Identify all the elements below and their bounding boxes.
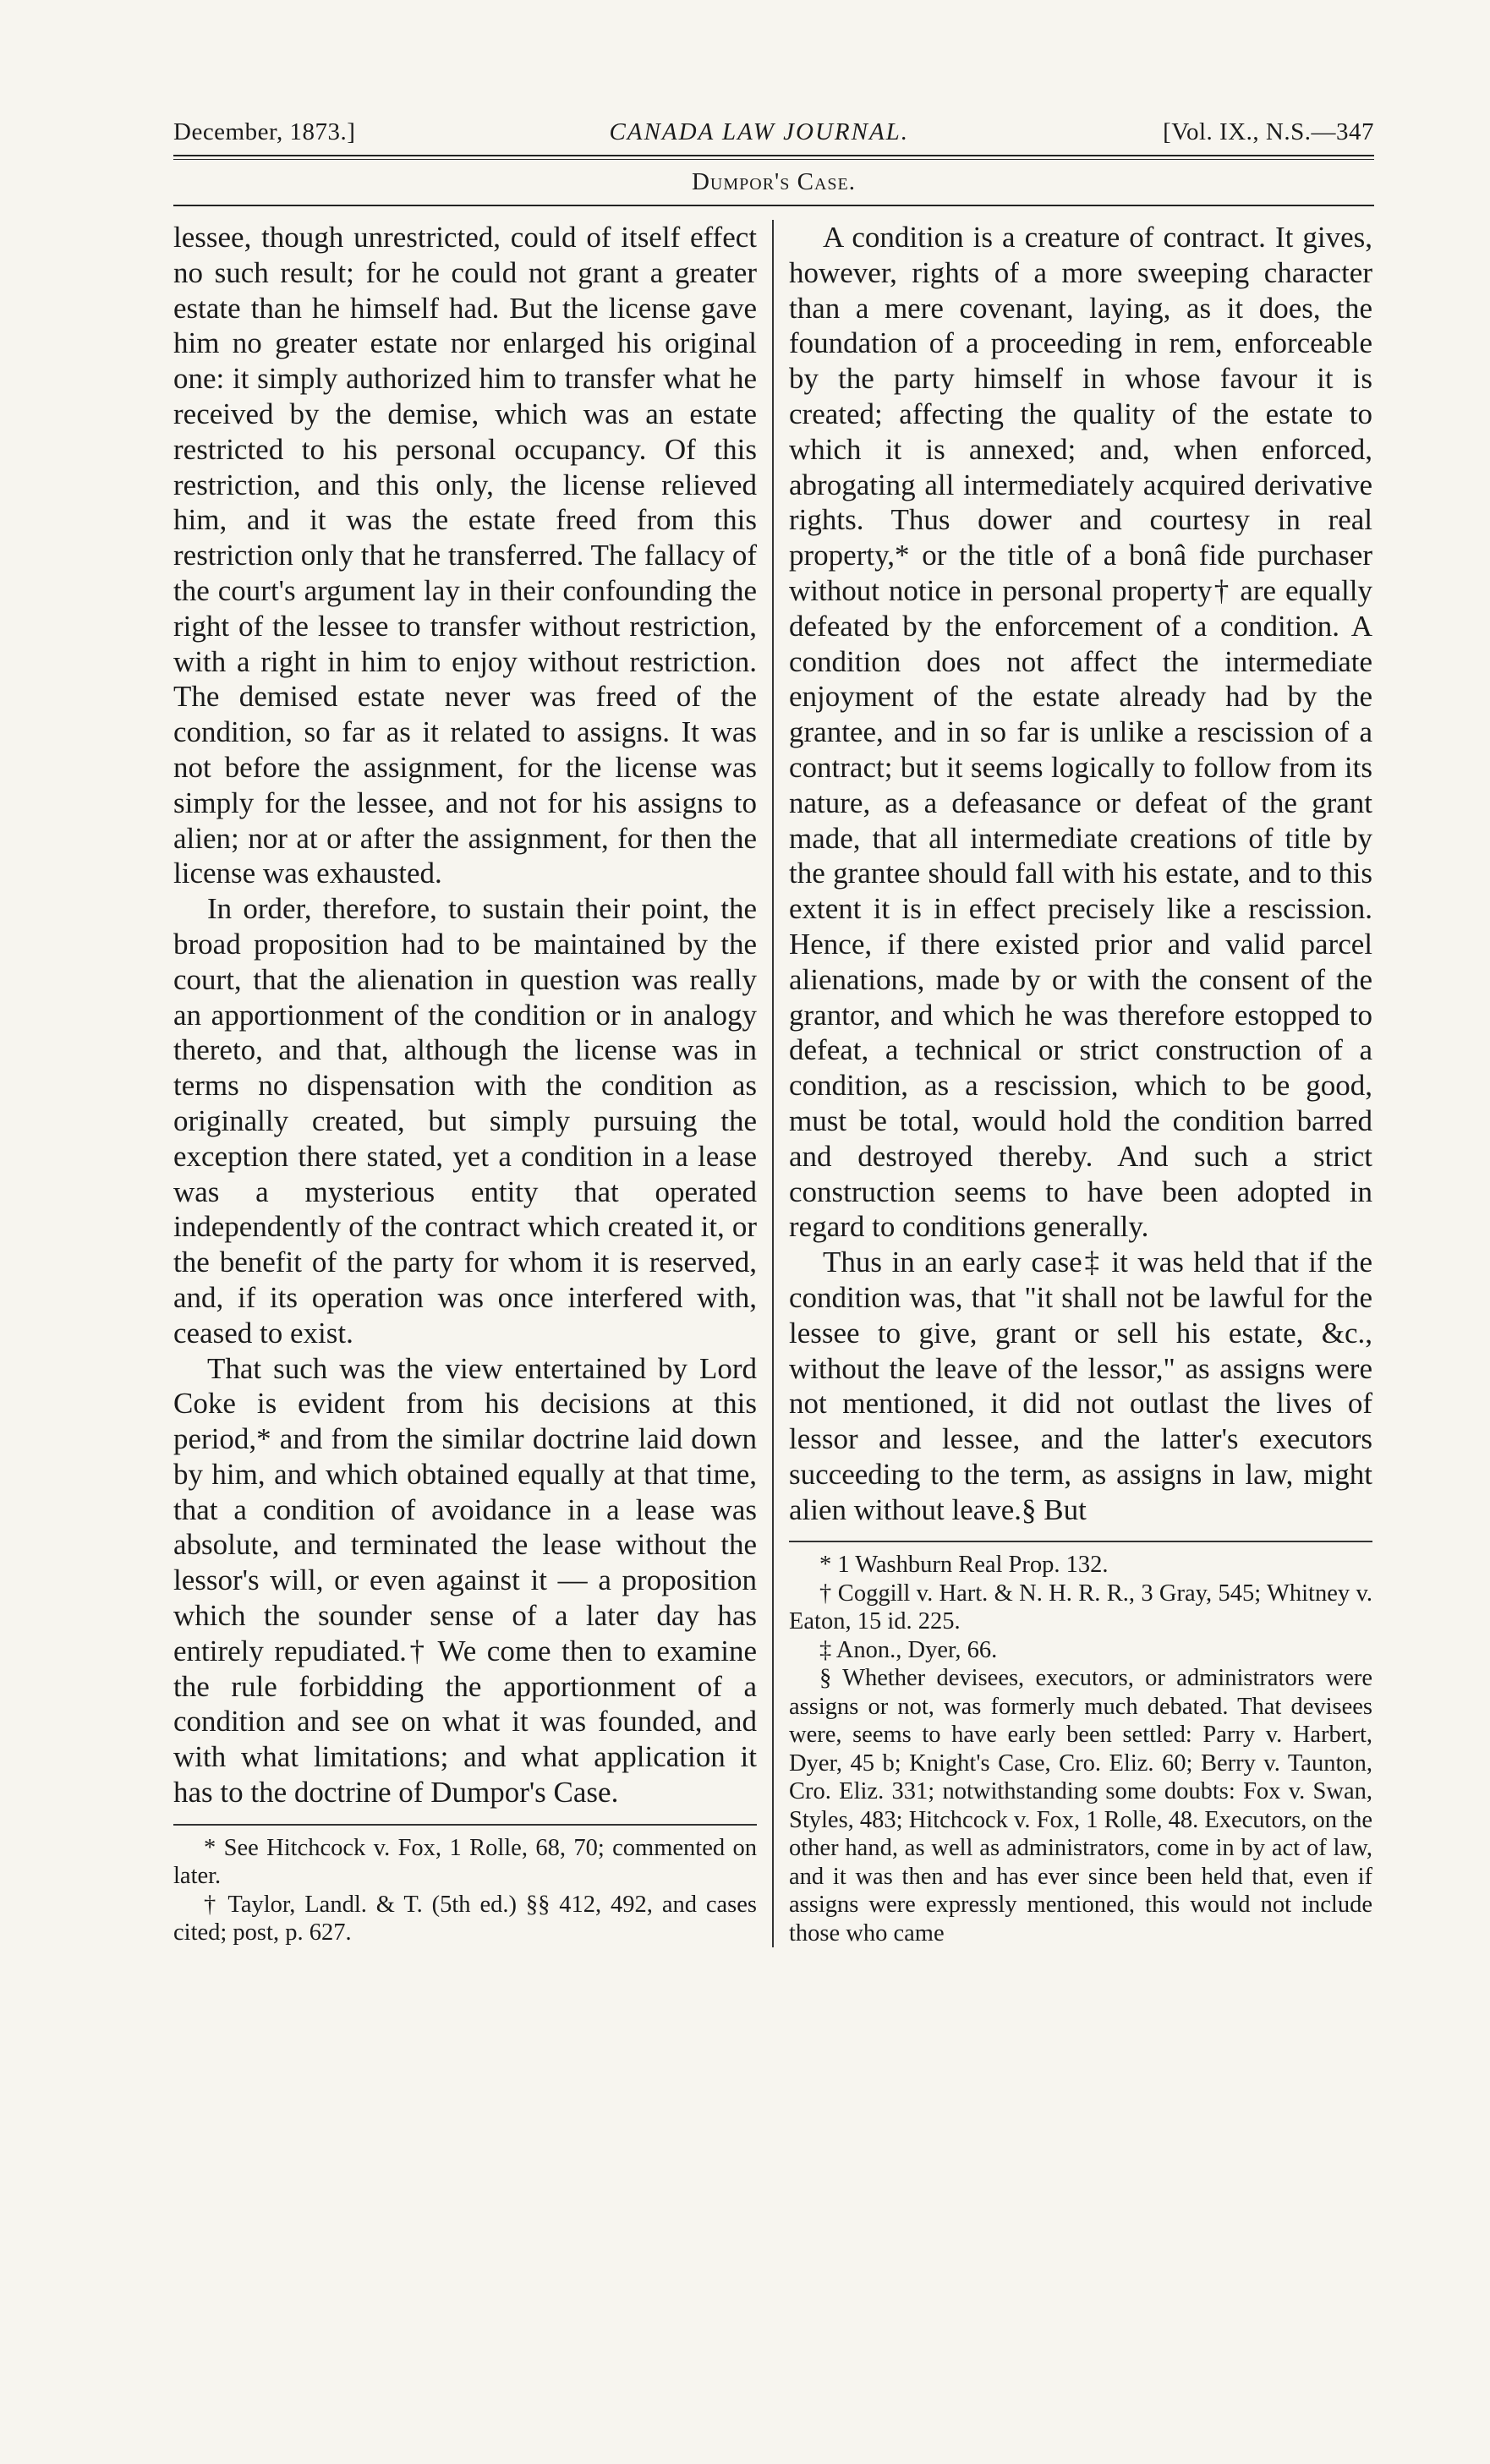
column-divider [772,220,774,1947]
header-rule [173,155,1374,160]
paragraph: A condition is a creature of contract. It gives, however, rights of a more sweeping character than a mere covenant, laying, as it does, the foundation of a proceeding in rem, enforceable by the party himself in whose favour it is created; affecting the quality of the estate to which it is annexed; and, when enforced, abrogating all intermediately acquired derivative rights. Thus dower and courtesy in real property,* or the title of a bonâ fide purchaser without notice in personal property† are equally defeated by the enforcement of a condition. A condition does not affect the intermediate enjoyment of the estate already had by the grantee, and in so far is unlike a rescission of a contract; but it seems logically to follow from its nature, as a defeasance or defeat of the grant made, that all intermediate creations of title by the grantee should fall with his estate, and to this extent it is in effect precisely like a rescission. Hence, if there existed prior and valid parcel alienations, made by or with the consent of the grantor, and which he was therefore estopped to defeat, a technical or strict construction of a condition, as a rescission, which to be good, must be total, would hold the condition barred and destroyed thereby. And such a strict construction seems to have been adopted in regard to conditions generally. [789,221,1372,1244]
right-column [789,220,1372,1947]
paragraph: That such was the view entertained by Lord Coke is evident from his decisions at this period,* and from the similar doctrine laid down by him, and which obtained equally at that time, that a condition of avoidance in a lease was absolute, and terminated the lease without the lessor's will, or even against it — a proposition which the sounder sense of a later day has entirely repudiated.† We come then to examine the rule forbidding the apportionment of a condition and see on what it was founded, and with what limitations; and what application it has to the doctrine of Dumpor's Case. [173,1351,757,1810]
running-header [173,118,1374,146]
subhead-rule [173,205,1374,206]
paragraph: In order, therefore, to sustain their point, the broad proposition had to be maintained by the court, that the alienation in question was really an apportionment of the condition or in analogy thereto, and that, although the license was in terms no dispensation with the condition as originally created, but simply pursuing the exception there stated, yet a condition in a lease was a mysterious entity that operated independently of the contract which created it, or the benefit of the party for whom it is reserved, and, if its operation was once interfered with, ceased to exist. [173,892,757,1350]
journal-page [173,118,1374,1947]
footnote: ‡ Anon., Dyer, 66. [819,1636,998,1663]
paragraph: lessee, though unrestricted, could of itself effect no such result; for he could not grant a greater estate than he himself had. But the license gave him no greater estate nor enlarged his original one: it simply authorized him to transfer what he received by the demise, which was an estate restricted to his personal occupancy. Of this restriction, and this only, the license relieved him, and it was the estate freed from this restriction only that he transferred. The fallacy of the court's argument lay in their confounding the right of the lessee to transfer without restriction, with a right in him to enjoy without restriction. The demised estate never was freed of the condition, so far as it related to assigns. It was not before the assignment, for the license was simply for the lessee, and not for his assigns to alien; nor at or after the assignment, for then the license was exhausted. [173,221,757,890]
journal-title: CANADA LAW JOURNAL. [609,118,910,145]
footnote: § Whether devisees, executors, or administrators were assigns or not, was formerly much debated. That devisees were, seems to have early been settled: Parry v. Harbert, Dyer, 45 b; Knight's Case, Cro. Eliz. 60; Berry v. Taunton, Cro. Eliz. 331; notwithstanding some doubts: Fox v. Swan, Styles, 483; Hitchcock v. Fox, 1 Rolle, 48. Executors, on the other hand, as well as administrators, come in by act of law, and it was then and has ever since been held that, even if assigns were expressly mentioned, this would not include those who came [789,1665,1372,1947]
left-column [173,220,757,1947]
footnote-rule [789,1541,1372,1542]
header-date: December, 1873.] [173,118,356,145]
article-title: Dumpor's Case. [691,168,857,195]
footnote: * 1 Washburn Real Prop. 132. [819,1552,1109,1579]
volume-page: [Vol. IX., N.S.—347 [1163,118,1374,145]
footnote-rule [173,1824,757,1826]
footnote: * See Hitchcock v. Fox, 1 Rolle, 68, 70; commented on later. [173,1834,757,1890]
footnote: † Coggill v. Hart. & N. H. R. R., 3 Gray, 545; Whitney v. Eaton, 15 id. 225. [789,1580,1372,1635]
paragraph: Thus in an early case‡ it was held that if the condition was, that "it shall not be lawful for the lessee to give, grant or sell his estate, &c., without the leave of the lessor," as assigns were not mentioned, it did not outlast the lives of lessor and lessee, and the latter's executors succeeding to the term, as assigns in law, might alien without leave.§ But [789,1246,1372,1526]
footnote: † Taylor, Landl. & T. (5th ed.) §§ 412, 492, and cases cited; post, p. 627. [173,1891,757,1947]
text-columns [173,220,1374,1947]
